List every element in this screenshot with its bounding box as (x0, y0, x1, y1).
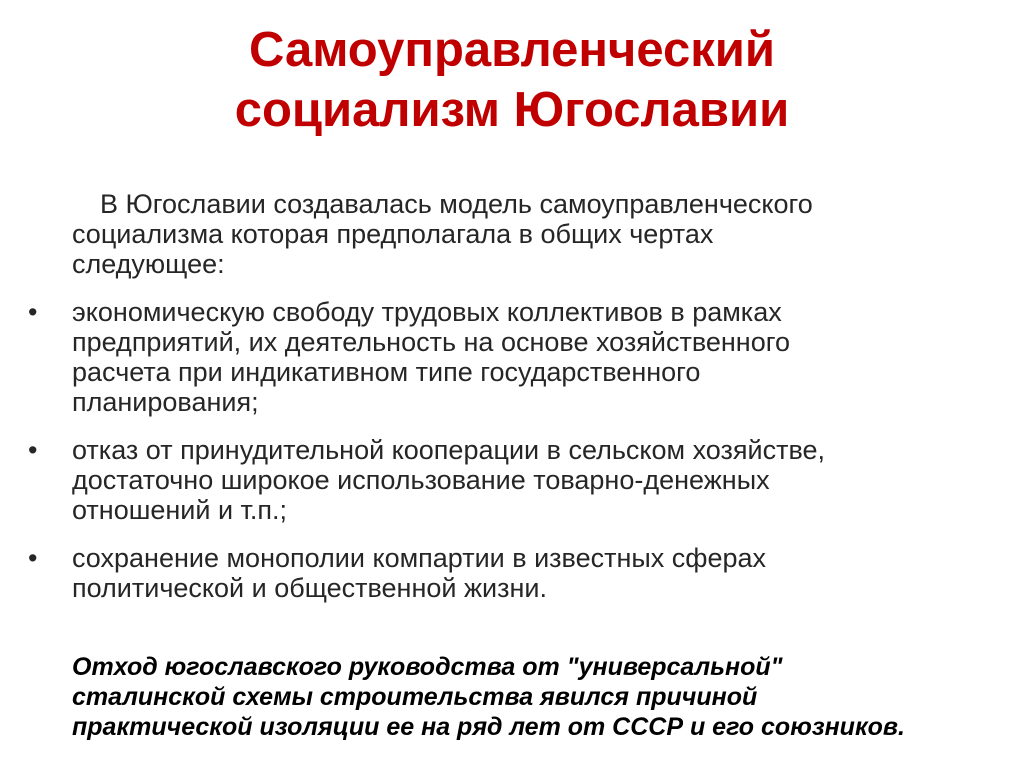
bullet-line: достаточно широкое использование товарно-денежных (72, 465, 770, 495)
title-line: Самоуправленческий (248, 23, 776, 77)
conclusion-line: Отход югославского руководства от "универсальной" (72, 653, 783, 681)
bullet-line: сохранение монополии компартии в известных сферах (72, 543, 767, 573)
intro-line: следующее: (72, 249, 225, 279)
bullet-text (72, 435, 982, 525)
bullet-line: планирования; (72, 387, 259, 417)
bullet-line: экономическую свободу трудовых коллективов в рамках (72, 297, 782, 327)
bullet-line: отношений и т.п.; (72, 495, 288, 525)
conclusion-line: практической изоляции ее на ряд лет от СССР и его союзников. (72, 713, 905, 741)
title-line: социализм Югославии (234, 83, 790, 137)
slide-title (40, 20, 984, 140)
bullet-text (72, 543, 982, 603)
bullet-line: предприятий, их деятельность на основе хозяйственного (72, 327, 790, 357)
conclusion-paragraph (72, 652, 982, 742)
bullet-line: политической и общественной жизни. (72, 573, 547, 603)
bullet-text (72, 297, 982, 417)
conclusion-line: сталинской схемы строительства явился причиной (72, 683, 758, 711)
bullet-marker: • (28, 543, 38, 573)
intro-line: В Югославии создавалась модель самоуправленческого (100, 189, 813, 219)
bullet-line: расчета при индикативном типе государственного (72, 357, 701, 387)
bullet-marker: • (28, 297, 38, 327)
bullet-marker: • (28, 435, 38, 465)
intro-line: социализма которая предполагала в общих чертах (72, 219, 714, 249)
intro-paragraph (72, 189, 972, 279)
bullet-line: отказ от принудительной кооперации в сельском хозяйстве, (72, 435, 826, 465)
